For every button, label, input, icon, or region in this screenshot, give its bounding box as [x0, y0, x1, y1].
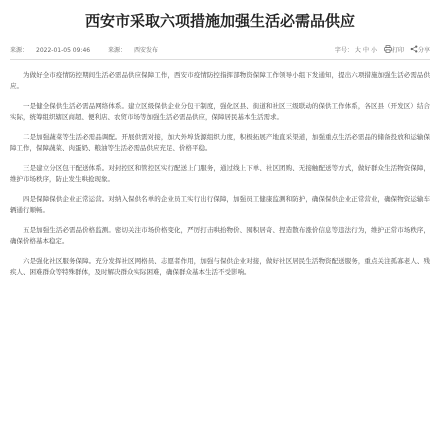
- meta-left: [10, 45, 174, 54]
- source-label: 来源：: [10, 46, 29, 54]
- print-icon: [384, 45, 392, 53]
- publish-date: 2022-01-05 09:46: [36, 46, 91, 54]
- site-info: [108, 47, 166, 54]
- font-size-label: 字号：: [334, 46, 353, 54]
- article-meta: [10, 43, 430, 55]
- article-paragraph: 一是健全保供生活必需品网络体系。建立区级保供企业分包干制度，强化区县、街道和社区三级联动的保供工作体系，各区县（开发区）结合实际，统筹组织辖区商超、便利店、农贸市场等加强生活必需品供应，保障居民基本生活需求。: [10, 102, 430, 121]
- font-size-small-button[interactable]: 小: [370, 46, 377, 54]
- publish-info: [10, 47, 98, 54]
- article-paragraph: 四是保障保供企业正常运营。对纳入保供名单的企业员工实行出行保障，加强员工健康监测和防护，确保保供企业正常营业，确保物资运输车辆通行顺畅。: [10, 195, 430, 214]
- share-button[interactable]: [410, 45, 430, 54]
- site-label: 来源：: [108, 46, 127, 54]
- font-size-control: [334, 45, 378, 54]
- print-button[interactable]: [384, 45, 404, 54]
- article-title: 西安市采取六项措施加强生活必需品供应: [84, 12, 355, 30]
- article-body: [10, 70, 430, 278]
- article-paragraph: 二是加强蔬菜等生活必需品调配。开展供需对接，加大外埠货源组织力度，积极拓展产地直采渠道，加强重点生活必需品的储备投放和运输保障工作，保障蔬菜、肉蛋奶、粮油等生活必需品供应充足、价格平稳。: [10, 133, 430, 152]
- share-icon: [410, 45, 418, 53]
- article-paragraph: 为做好全市疫情防控期间生活必需品供应保障工作，西安市疫情防控指挥部物资保障工作领导小组下发通知，提出六项措施加强生活必需品供应。: [10, 71, 430, 90]
- meta-right: [328, 45, 430, 54]
- article-paragraph: 三是建立分区包干配送体系。对封控区和管控区实行配送上门服务，通过线上下单、社区团购、无接触配送等方式，做好群众生活物资保障，维护市场秩序，防止发生哄抢现象。: [10, 164, 430, 183]
- article-paragraph: 五是加强生活必需品价格监测。密切关注市场价格变化，严厉打击哄抬物价、囤积居奇、捏造散布涨价信息等违法行为，维护正常市场秩序，确保价格基本稳定。: [10, 226, 430, 245]
- font-size-large-button[interactable]: 大: [354, 46, 361, 54]
- print-label: 打印: [391, 46, 404, 54]
- article-paragraph: 六是强化社区服务保障。充分发挥社区网格员、志愿者作用，加强与保供企业对接，做好社区居民生活物资配送服务，重点关注孤寡老人、残疾人、困难群众等特殊群体，及时解决群众实际困难，确保群众基本生活不受影响。: [10, 257, 430, 276]
- site-name: 西安发布: [134, 46, 159, 54]
- font-size-medium-button[interactable]: 中: [362, 46, 369, 54]
- meta-divider: [10, 59, 430, 60]
- share-label: 分享: [417, 46, 430, 54]
